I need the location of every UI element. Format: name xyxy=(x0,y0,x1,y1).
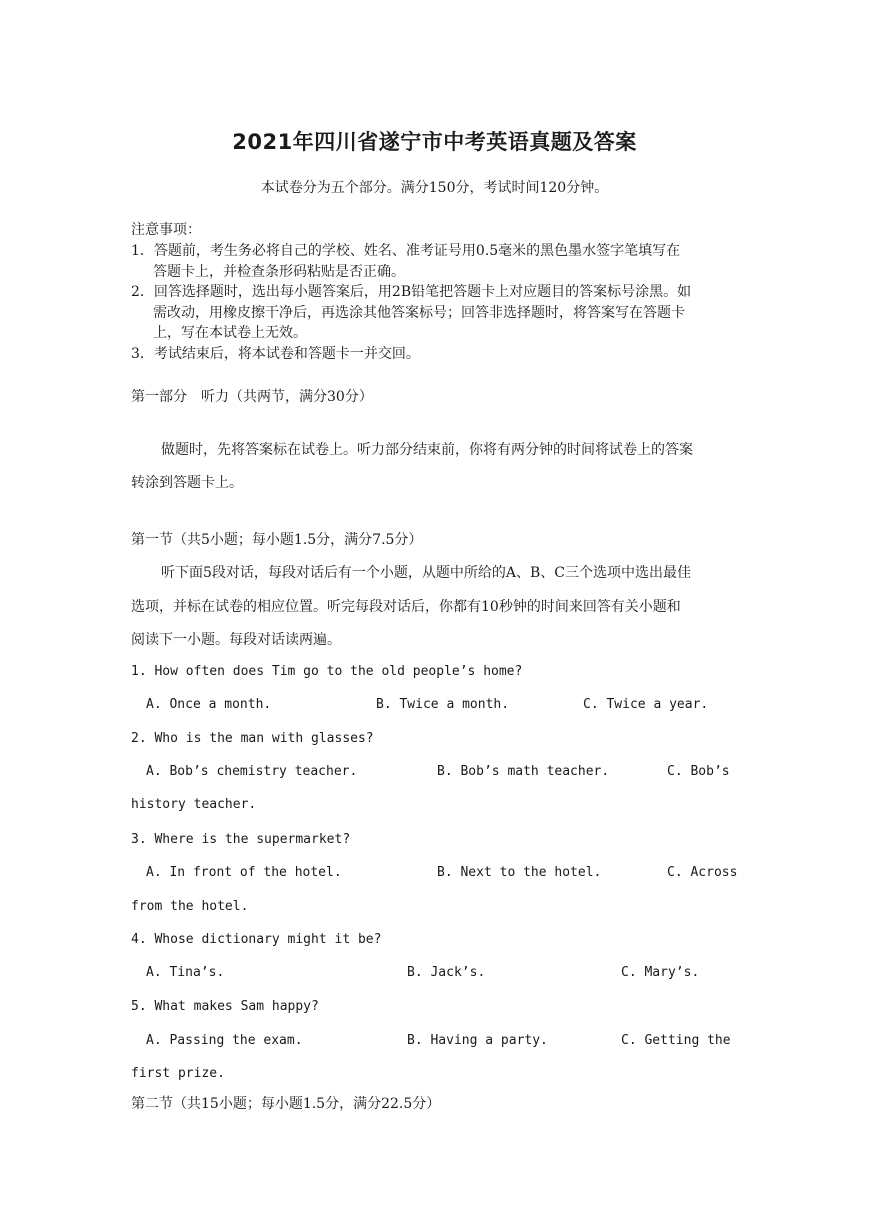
question-4: 4. Whose dictionary might it be? xyxy=(131,932,382,947)
section2-heading: 第二节（共15小题；每小题1.5分，满分22.5分） xyxy=(131,1096,441,1112)
question-3-option-a: A. In front of the hotel. xyxy=(146,865,342,880)
question-4-option-c: C. Mary’s. xyxy=(621,965,700,980)
section1-heading: 第一节（共5小题；每小题1.5分，满分7.5分） xyxy=(131,532,423,548)
question-5-option-c: C. Getting the xyxy=(621,1033,731,1048)
question-2-option-a: A. Bob’s chemistry teacher. xyxy=(146,764,358,779)
question-2: 2. Who is the man with glasses? xyxy=(131,731,374,746)
note-3-line-1: 3．考试结束后，将本试卷和答题卡一并交回。 xyxy=(131,346,420,362)
page-title: 2021年四川省遂宁市中考英语真题及答案 xyxy=(232,130,637,154)
part1-instruction-line-2: 转涂到答题卡上。 xyxy=(131,475,243,491)
note-1-line-1: 1．答题前，考生务必将自己的学校、姓名、准考证号用0.5毫米的黑色墨水签字笔填写在 xyxy=(131,243,681,259)
question-4-option-b: B. Jack’s. xyxy=(407,965,486,980)
section1-instruction-line-3: 阅读下一小题。每段对话读两遍。 xyxy=(131,632,341,648)
notes-heading: 注意事项： xyxy=(131,222,201,238)
question-3-option-c-wrap: from the hotel. xyxy=(131,899,249,914)
question-5-option-a: A. Passing the exam. xyxy=(146,1033,303,1048)
question-1-option-a: A. Once a month. xyxy=(146,697,272,712)
part1-instruction-line-1: 做题时，先将答案标在试卷上。听力部分结束前，你将有两分钟的时间将试卷上的答案 xyxy=(161,442,693,458)
question-5-option-b: B. Having a party. xyxy=(407,1033,548,1048)
question-1-option-b: B. Twice a month. xyxy=(376,697,510,712)
section1-instruction-line-2: 选项，并标在试卷的相应位置。听完每段对话后，你都有10秒钟的时间来回答有关小题和 xyxy=(131,599,681,615)
question-5-option-c-wrap: first prize. xyxy=(131,1066,225,1081)
note-2-line-3: 上，写在本试卷上无效。 xyxy=(153,325,307,341)
question-1-option-c: C. Twice a year. xyxy=(583,697,709,712)
question-2-option-c-wrap: history teacher. xyxy=(131,797,257,812)
question-2-option-b: B. Bob’s math teacher. xyxy=(437,764,610,779)
question-3-option-c: C. Across xyxy=(667,865,738,880)
question-2-option-c: C. Bob’s xyxy=(667,764,730,779)
question-3: 3. Where is the supermarket? xyxy=(131,832,351,847)
note-2-line-1: 2．回答选择题时，选出每小题答案后，用2B铅笔把答题卡上对应题目的答案标号涂黑。如 xyxy=(131,284,692,300)
question-5: 5. What makes Sam happy? xyxy=(131,999,319,1014)
question-4-option-a: A. Tina’s. xyxy=(146,965,225,980)
note-1-line-2: 答题卡上，并检查条形码粘贴是否正确。 xyxy=(153,264,405,280)
section1-instruction-line-1: 听下面5段对话，每段对话后有一个小题，从题中所给的A、B、C三个选项中选出最佳 xyxy=(161,565,692,581)
exam-subtitle: 本试卷分为五个部分。满分150分，考试时间120分钟。 xyxy=(260,180,609,196)
question-3-option-b: B. Next to the hotel. xyxy=(437,865,602,880)
part1-heading: 第一部分 听力（共两节，满分30分） xyxy=(131,389,373,405)
question-1: 1. How often does Tim go to the old people’s home? xyxy=(131,664,523,679)
note-2-line-2: 需改动，用橡皮擦干净后，再选涂其他答案标号；回答非选择题时，将答案写在答题卡 xyxy=(153,305,685,321)
